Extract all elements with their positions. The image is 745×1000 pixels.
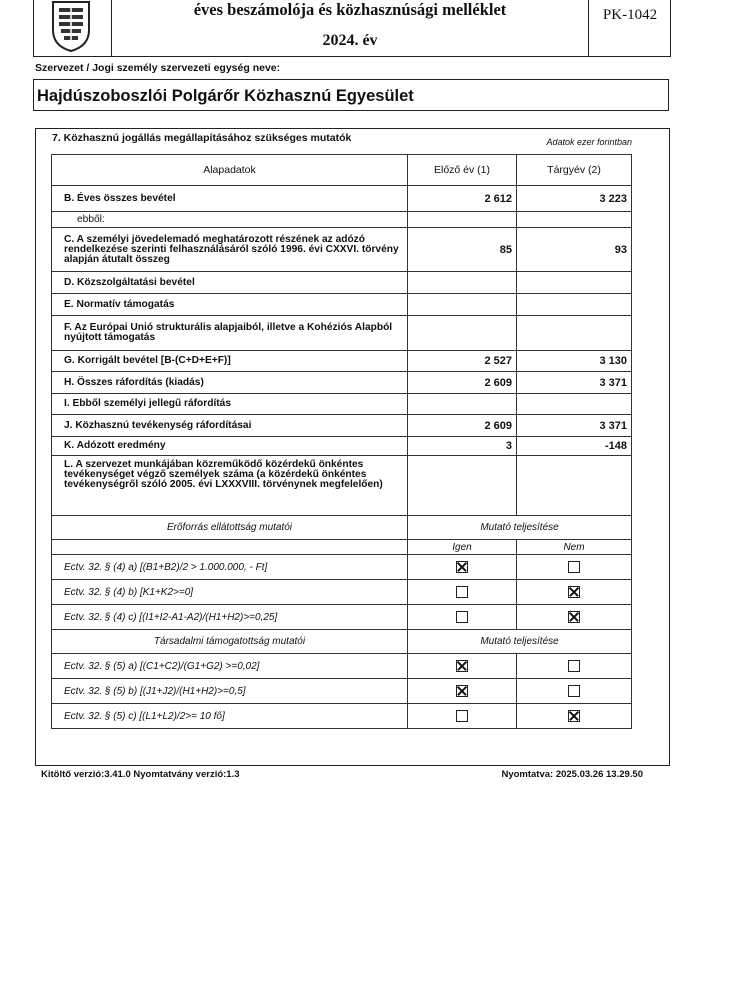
no-checkbox-checked[interactable] (568, 586, 580, 598)
row-label: J. Közhasznú tevékenység ráfordításai (52, 415, 408, 437)
row-curr (517, 394, 632, 415)
social-row-label: Ectv. 32. § (5) c) [(L1+L2)/2>= 10 fő] (52, 704, 408, 729)
row-prev: 2 609 (408, 415, 517, 437)
no-checkbox[interactable] (568, 561, 580, 573)
row-curr (517, 456, 632, 516)
social-result-header: Mutató teljesítése (408, 630, 632, 654)
org-label: Szervezet / Jogi személy szervezeti egység neve: (35, 62, 281, 74)
no-checkbox-checked[interactable] (568, 611, 580, 623)
social-row (52, 704, 632, 729)
unit-note: Adatok ezer forintban (546, 137, 632, 147)
org-name: Hajdúszoboszlói Polgárőr Közhasznú Egyesület (37, 87, 414, 105)
yes-checkbox[interactable] (456, 586, 468, 598)
table-row (52, 212, 632, 228)
social-row-label: Ectv. 32. § (5) b) [(J1+J2)/(H1+H2)>=0,5] (52, 679, 408, 704)
yes-checkbox-checked[interactable] (456, 685, 468, 697)
row-curr: 3 371 (517, 372, 632, 394)
footer-version: Kitöltő verzió:3.41.0 Nyomtatvány verzió:1.3 (41, 769, 240, 780)
social-header: Társadalmi támogatottság mutatói (52, 630, 408, 654)
table-row (52, 294, 632, 316)
yes-checkbox-checked[interactable] (456, 660, 468, 672)
indicators-table (51, 154, 632, 729)
row-label: D. Közszolgáltatási bevétel (52, 272, 408, 294)
table-row (52, 437, 632, 456)
yes-no-header-row (52, 540, 632, 555)
resource-row-label: Ectv. 32. § (4) a) [(B1+B2)/2 > 1.000.000, - Ft] (52, 555, 408, 580)
yes-checkbox[interactable] (456, 611, 468, 623)
row-curr: 3 223 (517, 186, 632, 212)
resource-row (52, 580, 632, 605)
row-prev (408, 272, 517, 294)
row-curr (517, 316, 632, 351)
social-row-label: Ectv. 32. § (5) a) [(C1+C2)/(G1+G2) >=0,02] (52, 654, 408, 679)
row-label: F. Az Európai Unió strukturális alapjaiból, illetve a Kohéziós Alapból nyújtott támogatás (52, 316, 408, 351)
row-prev (408, 456, 517, 516)
resource-row (52, 605, 632, 630)
row-prev: 3 (408, 437, 517, 456)
row-label: L. A szervezet munkájában közreműködő közérdekű önkéntes tevékenységet végző személyek száma (a közérdekű önkéntes tevékenységről szóló 2005. évi LXXXVIII. törvénynek megfelelően) (52, 456, 408, 516)
table-row (52, 228, 632, 272)
row-prev (408, 394, 517, 415)
resource-row-label: Ectv. 32. § (4) b) [K1+K2>=0] (52, 580, 408, 605)
table-row (52, 456, 632, 516)
no-header: Nem (517, 540, 632, 555)
social-header-row (52, 630, 632, 654)
table-row (52, 394, 632, 415)
no-checkbox[interactable] (568, 660, 580, 672)
row-prev (408, 294, 517, 316)
row-label: K. Adózott eredmény (52, 437, 408, 456)
row-curr (517, 272, 632, 294)
resource-header: Erőforrás ellátottság mutatói (52, 516, 408, 540)
yes-header: Igen (408, 540, 517, 555)
row-curr: 3 130 (517, 351, 632, 372)
table-row (52, 272, 632, 294)
table-row (52, 186, 632, 212)
row-label: ebből: (52, 212, 408, 228)
row-prev: 2 612 (408, 186, 517, 212)
row-curr: -148 (517, 437, 632, 456)
table-header-row (52, 155, 632, 186)
row-label: B. Éves összes bevétel (52, 186, 408, 212)
header-current-year: Tárgyév (2) (517, 155, 632, 186)
table-row (52, 372, 632, 394)
empty-cell (52, 540, 408, 555)
no-checkbox[interactable] (568, 685, 580, 697)
header-base-data: Alapadatok (52, 155, 408, 186)
row-prev: 2 609 (408, 372, 517, 394)
table-row (52, 351, 632, 372)
social-row (52, 654, 632, 679)
yes-checkbox[interactable] (456, 710, 468, 722)
no-checkbox-checked[interactable] (568, 710, 580, 722)
row-curr: 93 (517, 228, 632, 272)
row-prev: 2 527 (408, 351, 517, 372)
row-label: G. Korrigált bevétel [B-(C+D+E+F)] (52, 351, 408, 372)
row-curr (517, 212, 632, 228)
resource-result-header: Mutató teljesítése (408, 516, 632, 540)
row-label: I. Ebből személyi jellegű ráfordítás (52, 394, 408, 415)
resource-header-row (52, 516, 632, 540)
form-code: PK-1042 (602, 7, 658, 23)
row-label: E. Normatív támogatás (52, 294, 408, 316)
resource-row (52, 555, 632, 580)
coat-of-arms-icon (50, 0, 92, 52)
row-prev (408, 212, 517, 228)
row-prev (408, 316, 517, 351)
row-label: C. A személyi jövedelemadó meghatározott részének az adózó rendelkezése szerinti felhasználásáról szóló 1996. évi CXXVI. törvény alapján átutalt összeg (52, 228, 408, 272)
table-row (52, 316, 632, 351)
row-curr: 3 371 (517, 415, 632, 437)
row-label: H. Összes ráfordítás (kiadás) (52, 372, 408, 394)
footer-printed: Nyomtatva: 2025.03.26 13.29.50 (501, 769, 643, 780)
row-prev: 85 (408, 228, 517, 272)
table-row (52, 415, 632, 437)
resource-row-label: Ectv. 32. § (4) c) [(I1+I2-A1-A2)/(H1+H2)>=0,25] (52, 605, 408, 630)
header-prev-year: Előző év (1) (408, 155, 517, 186)
form-title: éves beszámolója és közhasznúsági melléklet (193, 0, 507, 19)
form-year: 2024. év (322, 32, 378, 49)
yes-checkbox-checked[interactable] (456, 561, 468, 573)
row-curr (517, 294, 632, 316)
section-title: 7. Közhasznú jogállás megállapításához szükséges mutatók (52, 132, 352, 144)
social-row (52, 679, 632, 704)
